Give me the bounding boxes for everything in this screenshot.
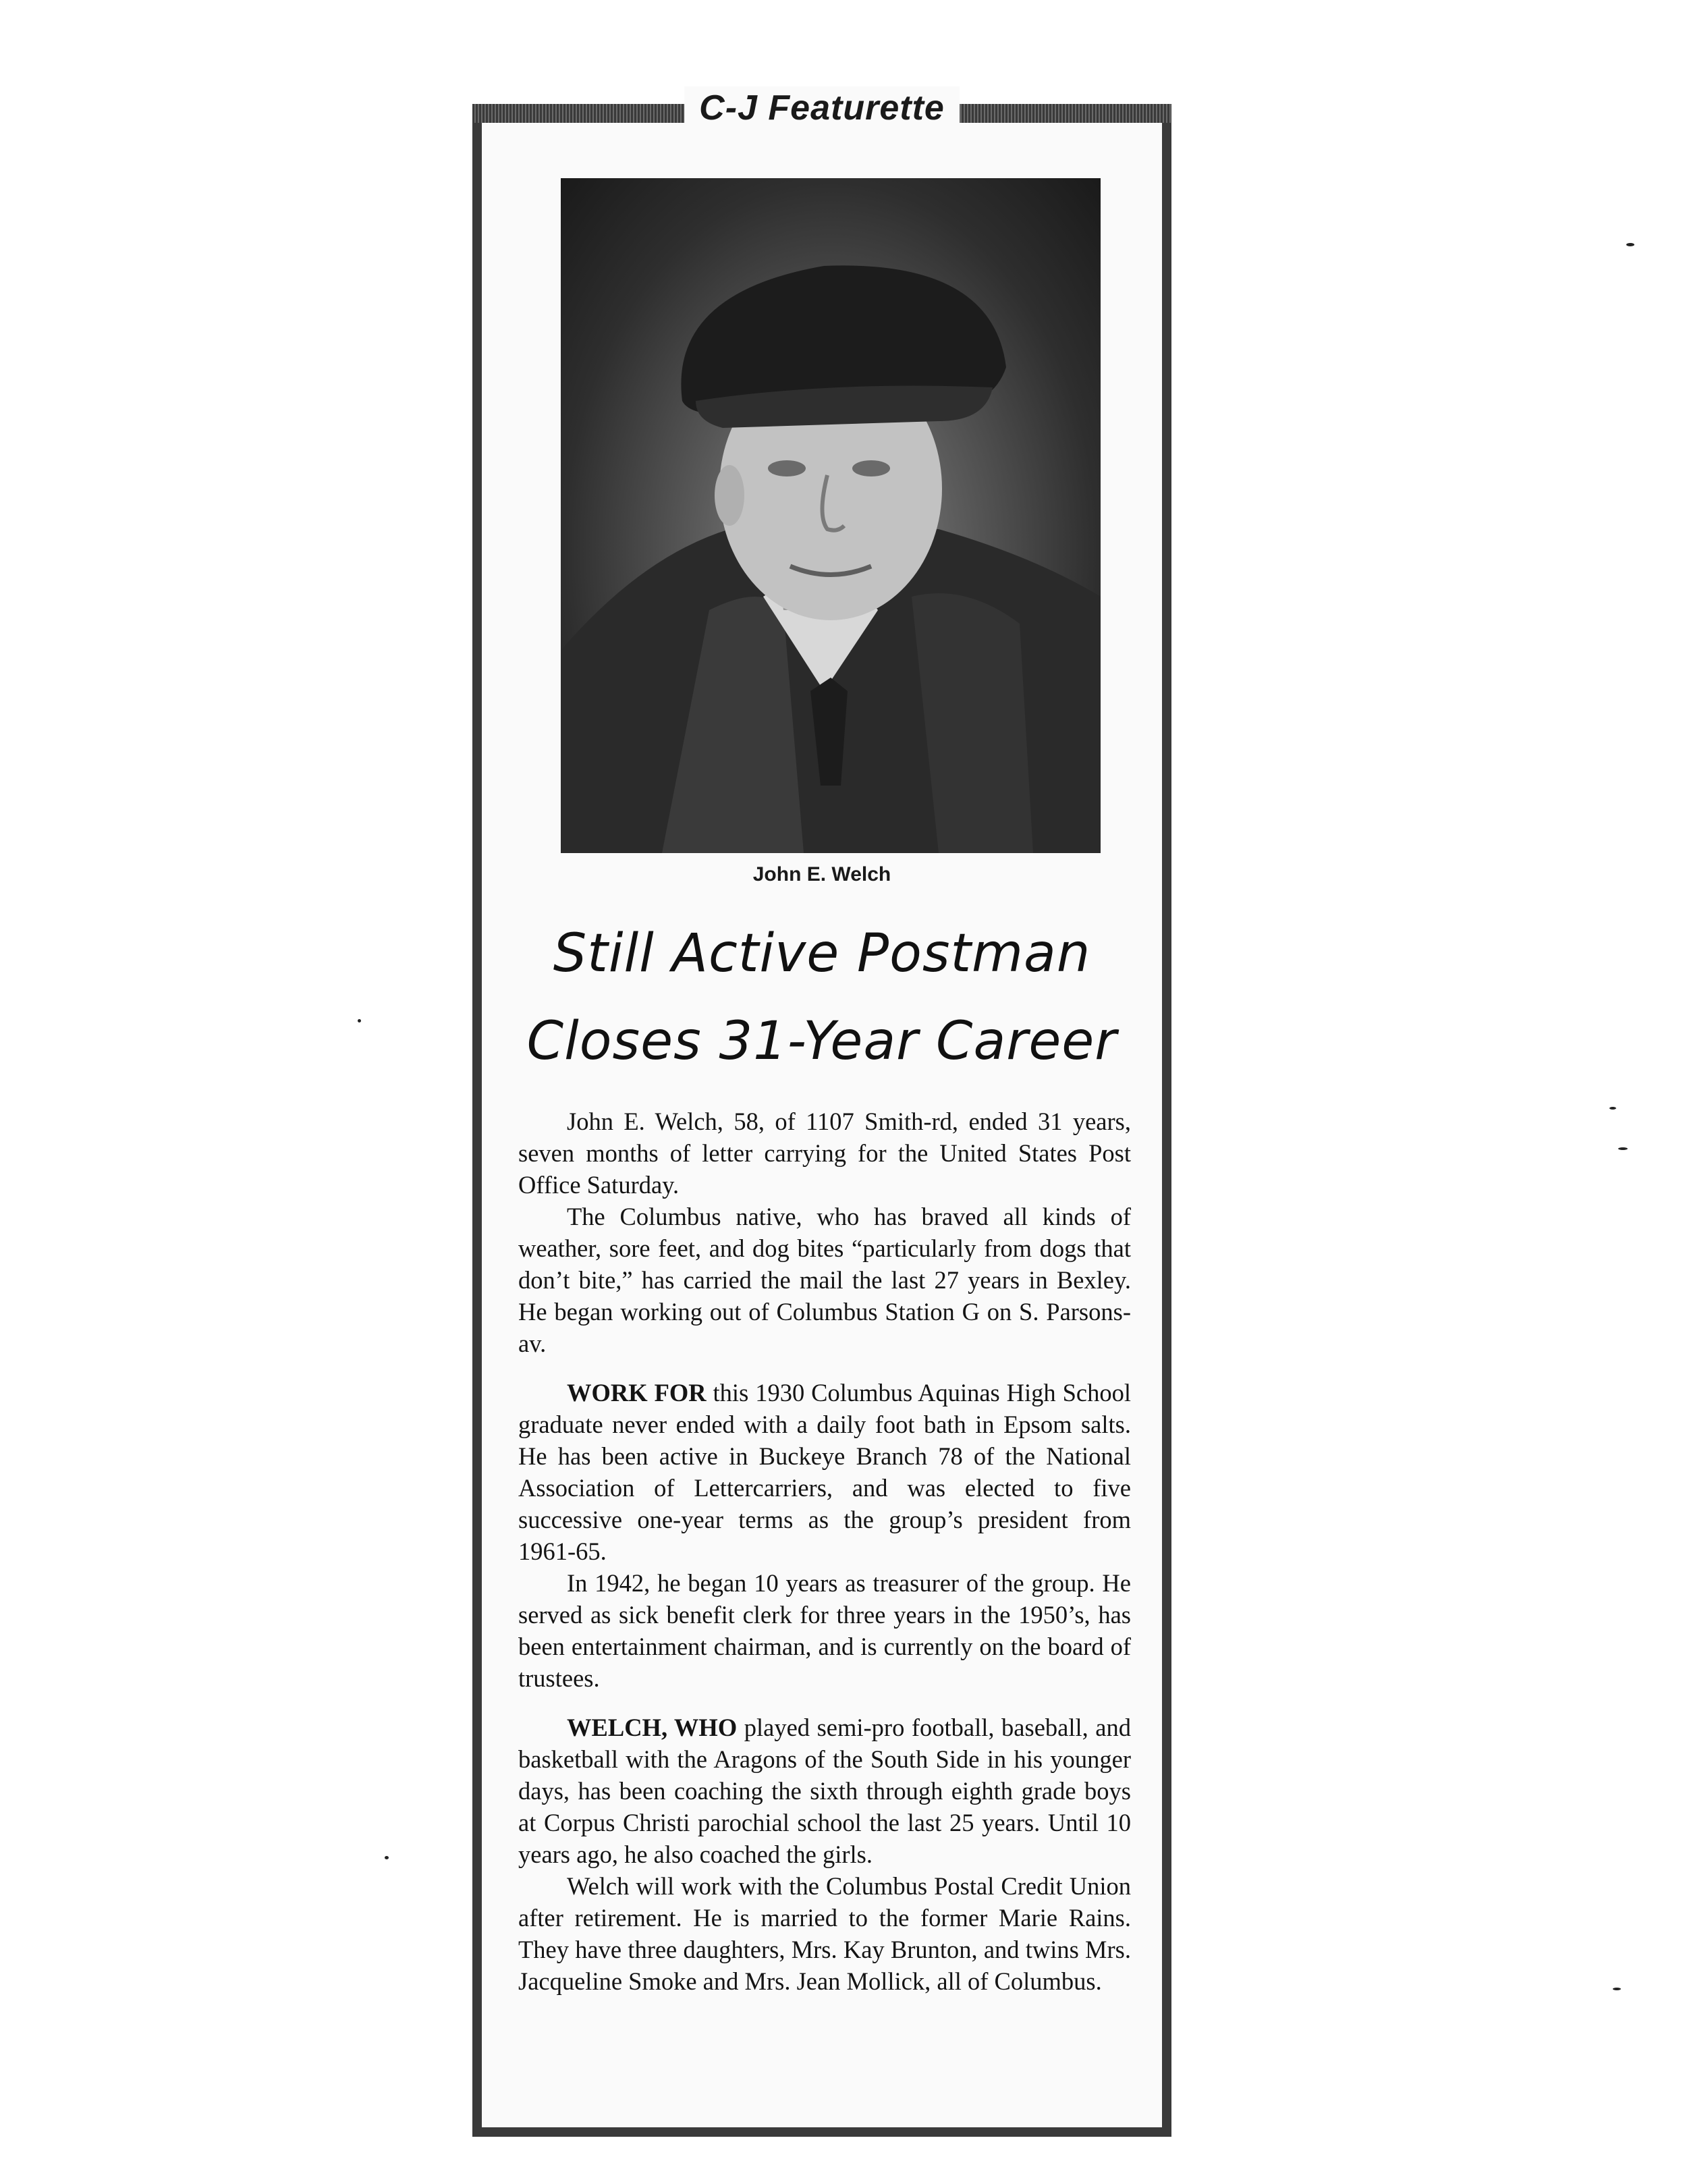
newspaper-clipping	[472, 88, 1171, 2137]
article-paragraph	[518, 1870, 1131, 1997]
scan-speck	[1626, 243, 1634, 246]
portrait-photo	[561, 178, 1101, 853]
headline	[482, 910, 1162, 1085]
scan-speck	[1613, 1988, 1621, 1990]
scan-speck	[358, 1019, 361, 1022]
paragraph-text: The Columbus native, who has braved all kinds of weather, sore feet, and dog bites “particularly from dogs that don’t bite,” has carried the mail the last 27 years in Bexley. He began working out of Columbus Station G on S. Parsons-av.	[518, 1203, 1131, 1357]
article-body	[518, 1105, 1131, 1997]
article-paragraph	[518, 1712, 1131, 1870]
headline-line: Still Active Postman	[553, 923, 1091, 984]
paragraph-text: this 1930 Columbus Aquinas High School graduate never ended with a daily foot bath in Epsom salts. He has been active in Buckeye Branch 78 of the National Association of Lettercarriers, and was elected to five successive one-year terms as the group’s president from 1961-65.	[518, 1379, 1131, 1565]
photo-caption: John E. Welch	[752, 863, 891, 885]
article-paragraph	[518, 1105, 1131, 1201]
headline-line: Closes 31-Year Career	[526, 1011, 1117, 1072]
scan-speck	[385, 1856, 389, 1859]
column-header: C-J Featurette	[684, 86, 960, 130]
paragraph-text: John E. Welch, 58, of 1107 Smith-rd, ended 31 years, seven months of letter carrying for the United States Post Office Saturday.	[518, 1108, 1131, 1199]
article-paragraph	[518, 1377, 1131, 1567]
paragraph-text: played semi-pro football, baseball, and basketball with the Aragons of the South Side in his younger days, has been coaching the sixth through eighth grade boys at Corpus Christi parochial school the last 25 years. Until 10 years ago, he also coached the girls.	[518, 1714, 1131, 1868]
article-paragraph	[518, 1201, 1131, 1359]
portrait-illustration	[561, 178, 1101, 853]
paragraph-text: In 1942, he began 10 years as treasurer of the group. He served as sick benefit clerk for three years in the 1950’s, has been entertainment chairman, and is currently on the board of trustees.	[518, 1569, 1131, 1692]
scan-speck	[1618, 1147, 1628, 1150]
scan-speck	[1609, 1107, 1616, 1110]
article-paragraph	[518, 1567, 1131, 1694]
paragraph-text: Welch will work with the Columbus Postal Credit Union after retirement. He is married to the former Marie Rains. They have three daughters, Mrs. Kay Brunton, and twins Mrs. Jacqueline Smoke and Mrs. Jean Mollick, all of Columbus.	[518, 1872, 1131, 1995]
paragraph-lead: WELCH, WHO	[567, 1714, 738, 1741]
paragraph-lead: WORK FOR	[567, 1379, 707, 1407]
